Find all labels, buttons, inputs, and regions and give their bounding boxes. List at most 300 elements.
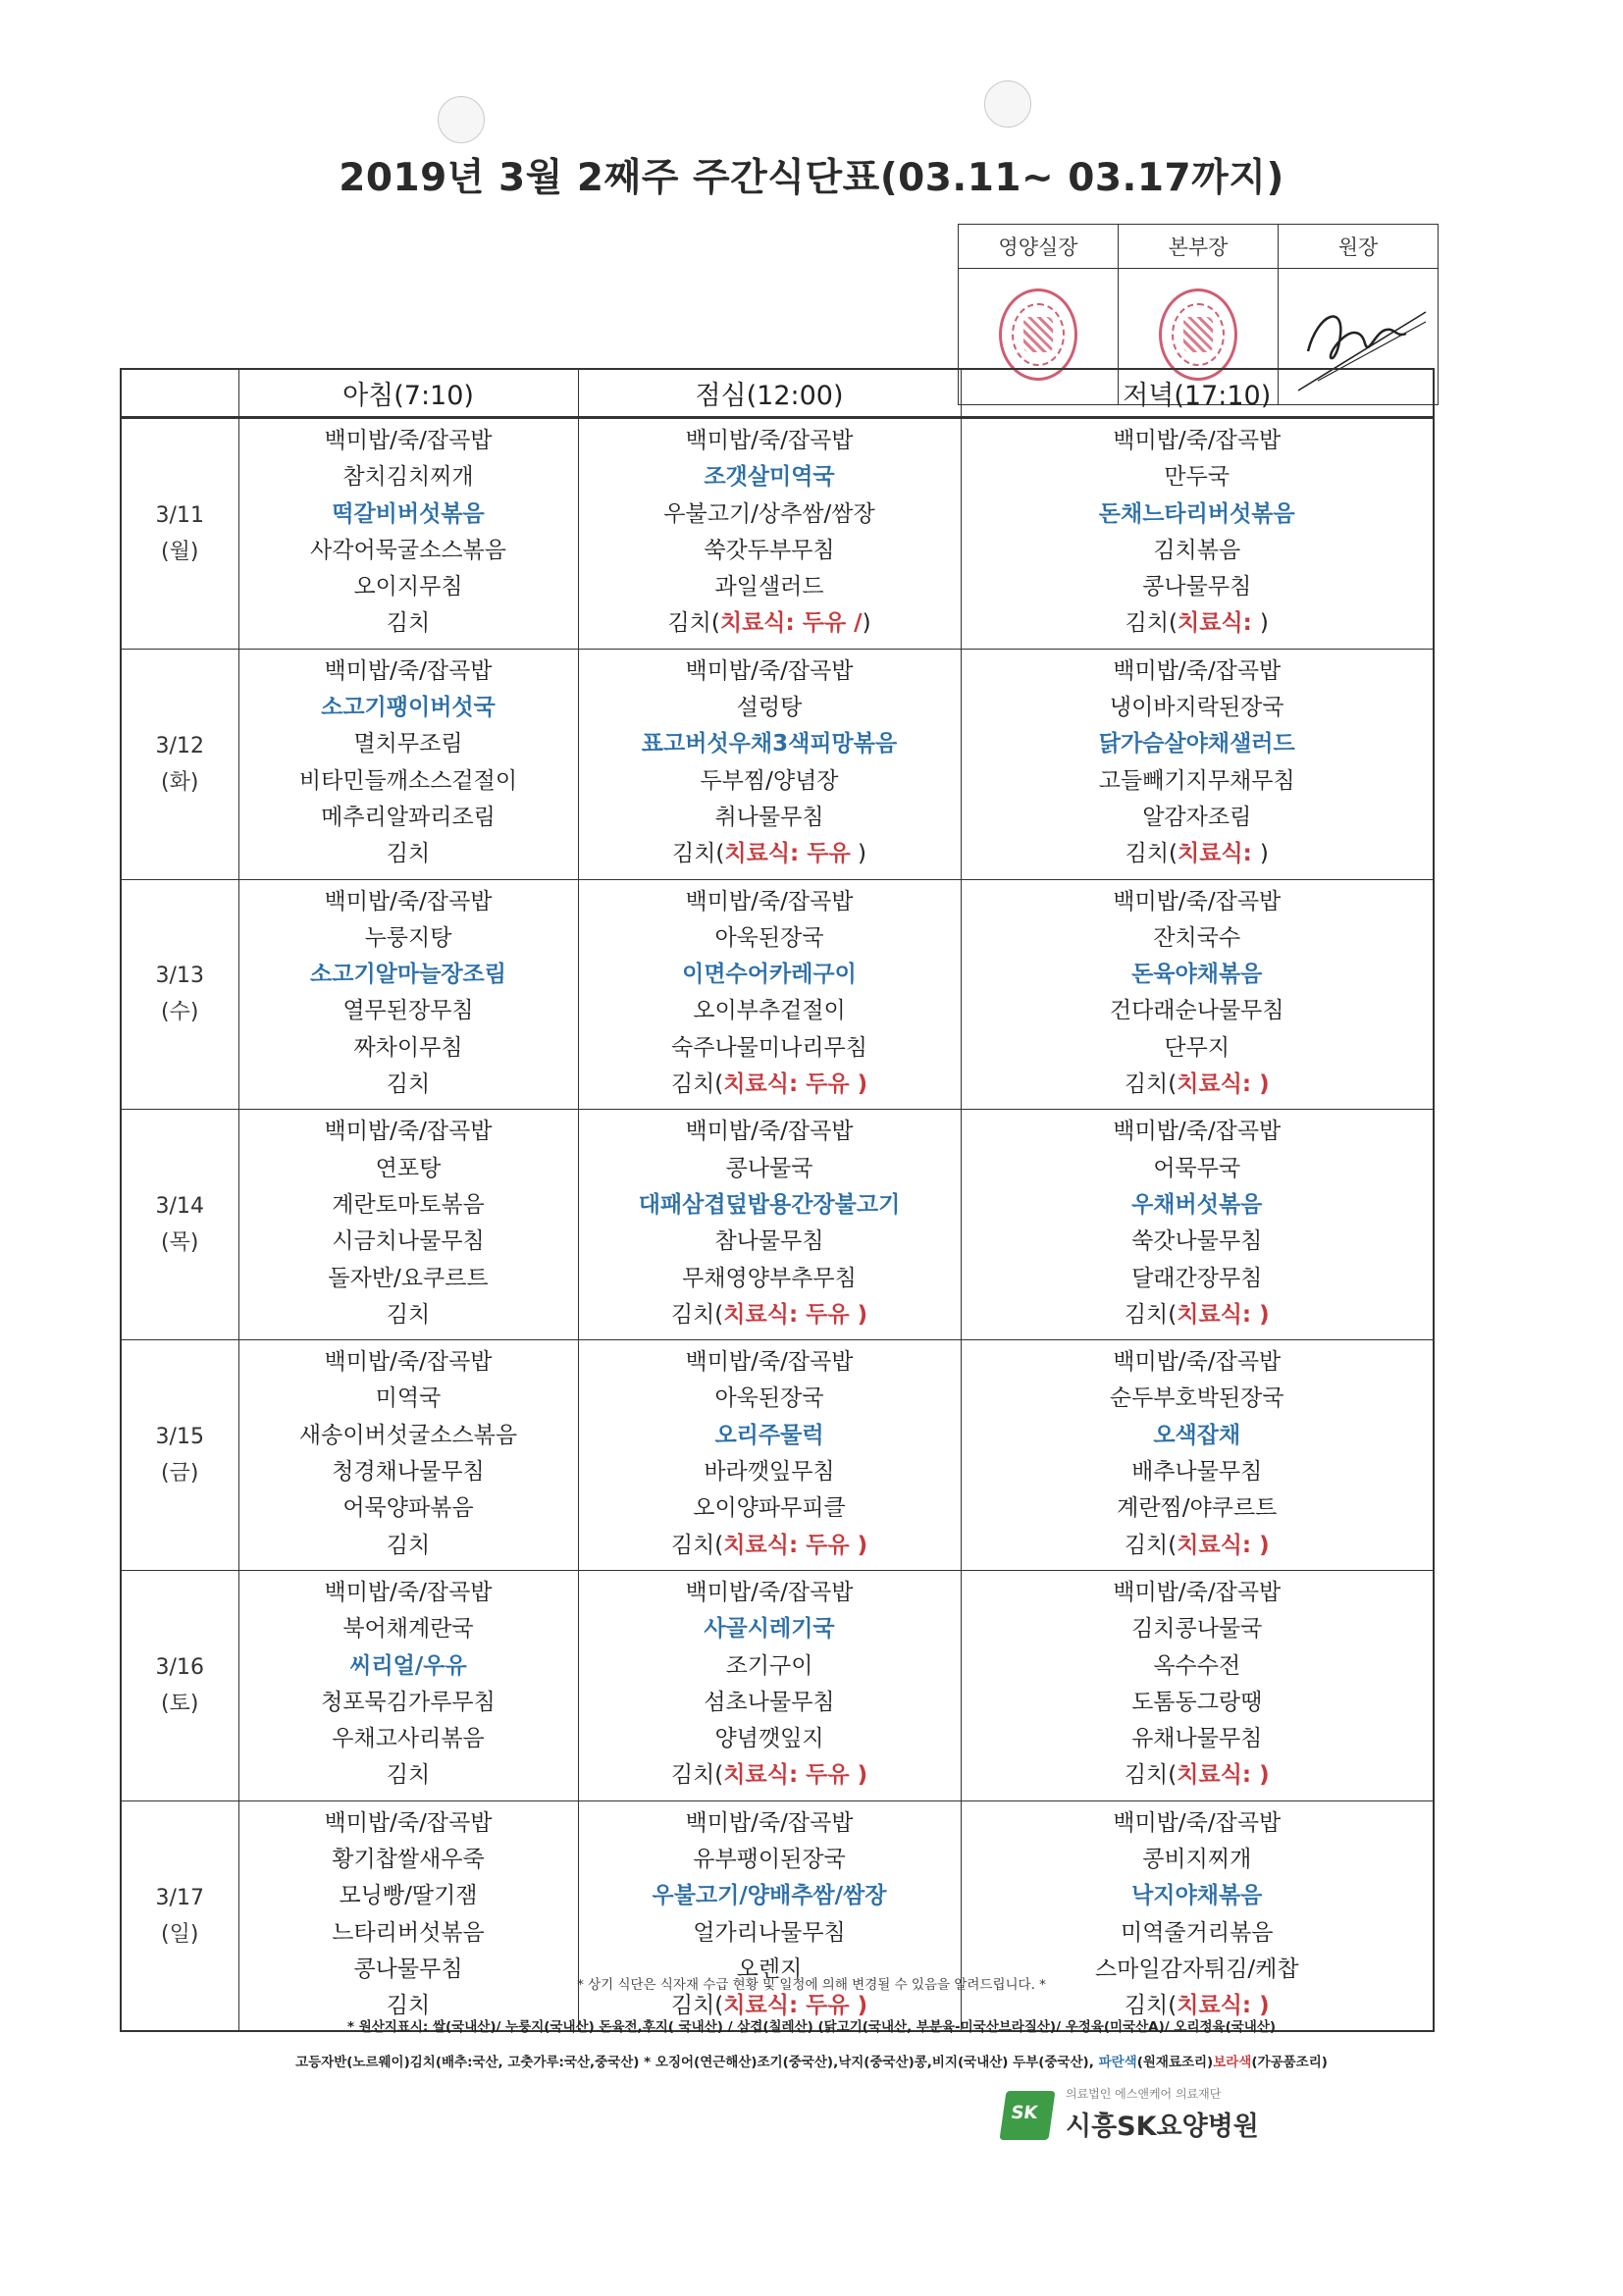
day-cell <box>121 1800 238 2031</box>
dish-item <box>239 836 578 872</box>
dish-item <box>579 653 961 690</box>
dish-name: 백미밥/죽/잡곡밥 <box>324 888 493 914</box>
dish-name: 오리주물럭 <box>714 1422 824 1448</box>
legend-purple-desc: (가공품조리) <box>1251 2055 1328 2070</box>
dish-item <box>239 1757 578 1794</box>
dish-item <box>239 533 578 569</box>
day-weekday: (토) <box>161 1691 199 1716</box>
day-cell <box>121 1110 238 1340</box>
dish-name: 북어채계란국 <box>342 1616 474 1643</box>
dish-name: 우채버섯볶음 <box>1131 1191 1263 1218</box>
day-row <box>121 1800 1434 2031</box>
red-seal-stamp-icon <box>999 288 1077 381</box>
dinner-cell <box>961 1110 1434 1340</box>
dish-item <box>962 533 1434 569</box>
dish-name: 시금치나물무침 <box>332 1228 485 1255</box>
dish-item <box>239 496 578 533</box>
dish-item <box>579 1842 961 1878</box>
dish-name: 황기찹쌀새우죽 <box>332 1846 485 1872</box>
dish-name: 김치( <box>1125 841 1178 867</box>
dish-name: 김치( <box>670 1532 724 1558</box>
dish-item <box>579 920 961 957</box>
dish-name: 김치( <box>1124 1071 1178 1098</box>
day-weekday: (금) <box>161 1461 199 1487</box>
day-cell <box>121 879 238 1110</box>
dish-item <box>579 1805 961 1842</box>
dish-item <box>579 1418 961 1454</box>
dish-item <box>579 690 961 726</box>
dish-item <box>579 993 961 1029</box>
dish-name: 알감자조림 <box>1142 804 1252 830</box>
therapeutic-diet-note: 치료식: ) <box>1177 1993 1270 2019</box>
dish-name: 오색잡채 <box>1153 1422 1241 1448</box>
dish-item <box>239 763 578 800</box>
dish-item <box>962 1842 1434 1878</box>
dish-name: 백미밥/죽/잡곡밥 <box>324 1119 493 1145</box>
dish-name: 백미밥/죽/잡곡밥 <box>324 657 493 684</box>
lunch-cell <box>578 1800 961 2031</box>
dish-item <box>962 1224 1434 1260</box>
dish-name: 쑥갓나물무침 <box>1131 1228 1263 1255</box>
dish-item <box>239 957 578 993</box>
dinner-cell <box>961 418 1434 650</box>
dish-name: 김치( <box>670 1071 724 1098</box>
lunch-cell <box>578 879 961 1110</box>
dish-item <box>239 1842 578 1878</box>
dish-name: 조갯살미역국 <box>704 464 835 491</box>
day-row <box>121 879 1434 1110</box>
dish-item <box>962 1757 1434 1794</box>
day-date: 3/16 <box>155 1654 204 1680</box>
day-row <box>121 1110 1434 1340</box>
dish-item <box>579 1381 961 1417</box>
dish-item <box>239 1187 578 1224</box>
dish-name: 단무지 <box>1164 1034 1230 1061</box>
origin-info-text: 고등자반(노르웨이)김치(배추:국산, 고춧가루:국산,중국산) * 오징어(연근해산)조기(중국산),낙지(중국산)콩,비지(국내산) 두부(중국산), <box>295 2055 1094 2070</box>
dish-item <box>962 1915 1434 1952</box>
dish-item <box>962 1805 1434 1842</box>
dish-item <box>962 1030 1434 1067</box>
dish-name: 백미밥/죽/잡곡밥 <box>685 428 854 453</box>
dish-name: 사각어묵굴소스볶음 <box>310 537 506 563</box>
dish-name: 우불고기/상추쌈/쌈장 <box>663 500 875 527</box>
dish-item <box>579 1878 961 1914</box>
dish-name: 백미밥/죽/잡곡밥 <box>685 1349 854 1376</box>
dish-item <box>962 957 1434 993</box>
dish-item <box>239 1418 578 1454</box>
dish-name: 떡갈비버섯볶음 <box>332 500 485 527</box>
dish-name: 김치 <box>386 1532 431 1558</box>
dish-name: 달래간장무침 <box>1131 1265 1263 1291</box>
dish-item <box>962 496 1434 533</box>
dish-item <box>579 1151 961 1187</box>
column-header <box>121 369 238 418</box>
dish-name: 김치 <box>386 1301 431 1328</box>
dish-item <box>239 1878 578 1914</box>
approval-label: 영양실장 <box>959 225 1119 269</box>
day-cell <box>121 649 238 879</box>
therapeutic-diet-note: 치료식: 두유 <box>724 841 851 867</box>
punch-hole <box>984 80 1031 128</box>
dish-name: 아욱된장국 <box>714 924 824 951</box>
dish-name: 미역국 <box>375 1385 442 1412</box>
dish-item <box>239 459 578 496</box>
dish-name: 얼가리나물무침 <box>693 1919 846 1946</box>
therapeutic-diet-note: 치료식: 두유 / <box>719 610 863 637</box>
lunch-cell <box>578 1110 961 1340</box>
dish-name: 양념깻잎지 <box>714 1726 824 1752</box>
dish-name: 스마일감자튀김/케찹 <box>1094 1956 1299 1982</box>
therapeutic-diet-note: 치료식: 두유 ) <box>723 1301 868 1328</box>
dish-item <box>239 653 578 690</box>
dish-name: 아욱된장국 <box>714 1385 824 1412</box>
day-row <box>121 418 1434 650</box>
dish-name: 김치( <box>1124 1762 1178 1789</box>
day-date: 3/12 <box>155 733 204 758</box>
dish-item <box>239 1151 578 1187</box>
dish-name: 새송이버섯굴소스볶음 <box>298 1422 518 1448</box>
logo-foundation-name: 의료법인 에스앤케어 의료재단 <box>1066 2087 1222 2101</box>
dish-item <box>579 423 961 459</box>
dish-name: 콩나물무침 <box>353 1956 463 1982</box>
dish-item <box>962 653 1434 690</box>
dish-item <box>579 884 961 920</box>
dish-name: 오이부추겉절이 <box>693 998 846 1024</box>
dish-item <box>579 726 961 762</box>
dinner-cell <box>961 649 1434 879</box>
dish-item <box>579 1297 961 1333</box>
dish-name: 참나물무침 <box>714 1228 824 1255</box>
dish-name: 조기구이 <box>725 1652 813 1679</box>
dish-item <box>962 763 1434 800</box>
dish-item <box>962 884 1434 920</box>
menu-change-note: * 상기 식단은 식자재 수급 현황 및 일정에 의해 변경될 수 있음을 알려드립니다. * <box>577 1977 1046 1993</box>
dish-item <box>239 1721 578 1757</box>
dish-item <box>239 1261 578 1297</box>
dish-name: 우채고사리볶음 <box>332 1726 485 1752</box>
column-header: 아침(7:10) <box>238 369 578 418</box>
dish-item <box>962 1685 1434 1721</box>
dish-item <box>579 533 961 569</box>
dish-item <box>239 1575 578 1611</box>
day-date: 3/17 <box>155 1885 204 1910</box>
dish-item <box>962 423 1434 459</box>
dish-name: 김치( <box>670 1993 724 2019</box>
approval-label: 원장 <box>1279 225 1439 269</box>
dish-item <box>239 1224 578 1260</box>
dish-name: 오이지무침 <box>353 574 463 600</box>
dish-name: 김치 <box>386 610 431 637</box>
dish-item <box>962 726 1434 762</box>
dish-name: 김치( <box>667 610 720 637</box>
dish-item <box>579 1224 961 1260</box>
dish-name: 씨리얼/우유 <box>349 1652 467 1679</box>
dish-name: 김치 <box>386 841 431 867</box>
dish-name: 연포탕 <box>375 1155 442 1181</box>
dish-item <box>239 1611 578 1647</box>
dish-item <box>239 423 578 459</box>
dish-item <box>579 1030 961 1067</box>
day-cell <box>121 1340 238 1571</box>
dish-name: 고들빼기지무채무침 <box>1098 767 1295 794</box>
dish-item <box>239 1030 578 1067</box>
day-row <box>121 1570 1434 1800</box>
dish-item <box>239 1297 578 1333</box>
dish-name: 콩비지찌개 <box>1142 1846 1252 1872</box>
dish-name: 표고버섯우채3색피망볶음 <box>641 731 898 757</box>
therapeutic-diet-note: 치료식: ) <box>1177 1301 1270 1328</box>
dish-name: 백미밥/죽/잡곡밥 <box>1113 657 1282 684</box>
dish-name: 두부찜/양념장 <box>700 767 839 794</box>
dish-name: 순두부호박된장국 <box>1109 1385 1284 1412</box>
dish-item <box>239 1067 578 1103</box>
breakfast-cell <box>238 1800 578 2031</box>
dish-item <box>962 1114 1434 1150</box>
dish-name: 김치( <box>1125 610 1178 637</box>
dish-name: 청포묵김가루무침 <box>321 1689 496 1715</box>
legend-blue: 파란색 <box>1098 2055 1137 2070</box>
dish-item <box>962 1381 1434 1417</box>
day-date: 3/13 <box>155 964 204 989</box>
dish-item <box>239 726 578 762</box>
breakfast-cell <box>238 879 578 1110</box>
dish-item <box>579 763 961 800</box>
dish-item <box>962 1575 1434 1611</box>
breakfast-cell <box>238 1110 578 1340</box>
dish-name: 백미밥/죽/잡곡밥 <box>1113 1119 1282 1145</box>
breakfast-cell <box>238 418 578 650</box>
dish-name: 백미밥/죽/잡곡밥 <box>1113 1349 1282 1376</box>
therapeutic-diet-note: 치료식: 두유 ) <box>723 1993 868 2019</box>
dish-name: 사골시레기국 <box>704 1616 835 1643</box>
therapeutic-diet-note: 치료식: 두유 ) <box>723 1071 868 1098</box>
dish-name: 백미밥/죽/잡곡밥 <box>1113 1809 1282 1836</box>
column-header: 점심(12:00) <box>578 369 961 418</box>
dish-name: 어묵무국 <box>1153 1155 1241 1181</box>
lunch-cell <box>578 649 961 879</box>
dish-name: 옥수수전 <box>1153 1652 1241 1679</box>
day-row <box>121 1340 1434 1571</box>
dish-name: 미역줄거리볶음 <box>1120 1919 1274 1946</box>
dish-item <box>239 1344 578 1381</box>
dish-name: 백미밥/죽/잡곡밥 <box>324 428 493 453</box>
dish-item <box>962 1648 1434 1685</box>
therapeutic-diet-note: 치료식: <box>1178 841 1260 867</box>
dish-name: 백미밥/죽/잡곡밥 <box>685 1119 854 1145</box>
dish-item <box>239 1490 578 1527</box>
dish-item <box>239 884 578 920</box>
dish-name: 소고기팽이버섯국 <box>321 695 496 721</box>
legend-purple: 보라색 <box>1213 2055 1252 2070</box>
dish-name: 김치( <box>1124 1301 1178 1328</box>
dish-name: 돌자반/요쿠르트 <box>328 1265 489 1291</box>
breakfast-cell <box>238 649 578 879</box>
dish-item <box>962 1297 1434 1333</box>
dish-item <box>579 1344 961 1381</box>
dish-item <box>579 1067 961 1103</box>
day-cell <box>121 1570 238 1800</box>
dish-item <box>962 920 1434 957</box>
dish-name: 바라깻잎무침 <box>704 1459 835 1486</box>
dish-item <box>239 1915 578 1952</box>
dish-name: 백미밥/죽/잡곡밥 <box>1113 888 1282 914</box>
dish-item <box>962 800 1434 836</box>
dish-name: 계란토마토볶음 <box>332 1191 485 1218</box>
dish-item <box>239 920 578 957</box>
dish-item <box>579 1575 961 1611</box>
dish-item <box>962 1611 1434 1647</box>
therapeutic-diet-note: 치료식: 두유 ) <box>723 1762 868 1789</box>
dish-name: 콩나물무침 <box>1142 574 1252 600</box>
breakfast-cell <box>238 1570 578 1800</box>
day-cell <box>121 418 238 650</box>
dish-name: 설렁탕 <box>736 695 803 721</box>
dish-name: 유채나물무침 <box>1131 1726 1263 1752</box>
dish-name: 대패삼겹덮밥용간장불고기 <box>638 1191 901 1218</box>
dish-name: 쑥갓두부무침 <box>704 537 835 563</box>
dish-item <box>579 1261 961 1297</box>
dish-name: 계란찜/야쿠르트 <box>1117 1495 1278 1522</box>
day-weekday: (목) <box>161 1230 199 1256</box>
dish-name: 콩나물국 <box>725 1155 813 1181</box>
dish-item <box>579 496 961 533</box>
dish-item <box>579 1528 961 1564</box>
dish-item <box>962 1528 1434 1564</box>
dish-name: 백미밥/죽/잡곡밥 <box>324 1579 493 1605</box>
dish-name: 건다래순나물무침 <box>1109 998 1284 1024</box>
dish-item <box>579 605 961 642</box>
dinner-cell <box>961 1570 1434 1800</box>
dish-name: 섬초나물무침 <box>704 1689 835 1715</box>
dish-name: 과일샐러드 <box>714 574 824 600</box>
dish-item <box>579 1757 961 1794</box>
dish-name: 김치( <box>1124 1993 1178 2019</box>
dish-item <box>962 993 1434 1029</box>
lunch-cell <box>578 1340 961 1571</box>
dish-item <box>579 957 961 993</box>
dish-item <box>962 605 1434 642</box>
dish-name: 김치콩나물국 <box>1131 1616 1263 1643</box>
therapeutic-diet-note: 치료식: ) <box>1177 1762 1270 1789</box>
day-weekday: (월) <box>161 539 199 564</box>
breakfast-cell <box>238 1340 578 1571</box>
dish-item <box>579 1721 961 1757</box>
dish-name: 김치( <box>670 1301 724 1328</box>
dish-suffix: ) <box>1259 610 1269 637</box>
dish-item <box>579 1915 961 1952</box>
dish-item <box>962 1067 1434 1103</box>
hospital-logo <box>1003 2085 1307 2146</box>
dish-item <box>962 1878 1434 1914</box>
dish-suffix: ) <box>862 610 871 637</box>
dish-name: 김치( <box>1124 1532 1178 1558</box>
therapeutic-diet-note: 치료식: <box>1178 610 1260 637</box>
dish-item <box>579 569 961 605</box>
dish-name: 오렌지 <box>736 1956 803 1982</box>
day-date: 3/15 <box>155 1425 204 1450</box>
dish-item <box>239 690 578 726</box>
dish-name: 청경채나물무침 <box>332 1459 485 1486</box>
dish-name: 메추리알꽈리조림 <box>321 804 496 830</box>
weekly-menu <box>120 368 1433 2032</box>
page-title: 2019년 3월 2째주 주간식단표(03.11~ 03.17까지) <box>339 156 1284 200</box>
dish-item <box>962 1721 1434 1757</box>
dish-item <box>239 1685 578 1721</box>
dish-item <box>962 836 1434 872</box>
dish-name: 유부팽이된장국 <box>693 1846 846 1872</box>
dish-name: 모닝빵/딸기잼 <box>339 1883 478 1909</box>
dinner-cell <box>961 879 1434 1110</box>
dish-name: 김치( <box>671 841 725 867</box>
day-date: 3/11 <box>155 502 204 528</box>
dish-item <box>962 1187 1434 1224</box>
dish-name: 이면수어카레구이 <box>682 962 857 988</box>
dinner-cell <box>961 1800 1434 2031</box>
red-seal-stamp-icon <box>1159 288 1237 381</box>
logo-hospital-name: 시흥SK요양병원 <box>1066 2112 1259 2142</box>
legend-blue-desc: (원재료조리) <box>1136 2055 1214 2070</box>
dish-name: 비타민들깨소스겉절이 <box>298 767 518 794</box>
dish-item <box>962 1261 1434 1297</box>
dish-item <box>962 690 1434 726</box>
dish-name: 배추나물무침 <box>1131 1459 1263 1486</box>
dish-name: 백미밥/죽/잡곡밥 <box>685 888 854 914</box>
dish-name: 백미밥/죽/잡곡밥 <box>685 657 854 684</box>
dish-name: 만두국 <box>1164 464 1230 491</box>
dish-item <box>239 1528 578 1564</box>
punch-hole <box>438 96 485 143</box>
dish-item <box>579 1187 961 1224</box>
dish-item <box>239 1381 578 1417</box>
dish-item <box>239 605 578 642</box>
dish-item <box>239 569 578 605</box>
dish-item <box>239 1805 578 1842</box>
origin-info-line: * 원산지표시: 쌀(국내산)/ 누룽지(국내산) 돈육전,후지( 국내산) / 삼겹(칠레산) (닭고기(국내산, 부분육-미국산브라질산)/ 우정육(미국산A)/ 오리정육(국내산) <box>346 2019 1277 2035</box>
dish-name: 낙지야채볶음 <box>1131 1883 1263 1909</box>
dish-name: 멸치무조림 <box>353 731 463 757</box>
origin-info-line <box>0 2051 1623 2070</box>
dish-item <box>239 1114 578 1150</box>
day-date: 3/14 <box>155 1194 204 1220</box>
lunch-cell <box>578 1570 961 1800</box>
dish-item <box>579 1114 961 1150</box>
lunch-cell <box>578 418 961 650</box>
dish-name: 참치김치찌개 <box>342 464 474 491</box>
dish-name: 닭가슴살야채샐러드 <box>1098 731 1295 757</box>
dish-item <box>579 1611 961 1647</box>
dish-name: 냉이바지락된장국 <box>1109 695 1284 721</box>
dish-name: 도톰동그랑땡 <box>1131 1689 1263 1715</box>
day-weekday: (일) <box>161 1921 199 1947</box>
dinner-cell <box>961 1340 1434 1571</box>
dish-name: 짜차이무침 <box>353 1034 463 1061</box>
dish-item <box>962 1490 1434 1527</box>
dish-name: 열무된장무침 <box>342 998 474 1024</box>
dish-item <box>579 1685 961 1721</box>
day-row <box>121 649 1434 879</box>
dish-name: 무채영양부추무침 <box>682 1265 857 1291</box>
day-weekday: (화) <box>161 769 199 795</box>
dish-item <box>962 1418 1434 1454</box>
menu-table <box>120 368 1435 2032</box>
dish-name: 우불고기/양배추쌈/쌈장 <box>652 1883 887 1909</box>
dish-item <box>579 459 961 496</box>
sk-logo-icon <box>999 2091 1055 2140</box>
dish-item <box>962 569 1434 605</box>
dish-name: 누룽지탕 <box>364 924 452 951</box>
dish-name: 어묵양파볶음 <box>342 1495 474 1522</box>
dish-name: 백미밥/죽/잡곡밥 <box>324 1349 493 1376</box>
